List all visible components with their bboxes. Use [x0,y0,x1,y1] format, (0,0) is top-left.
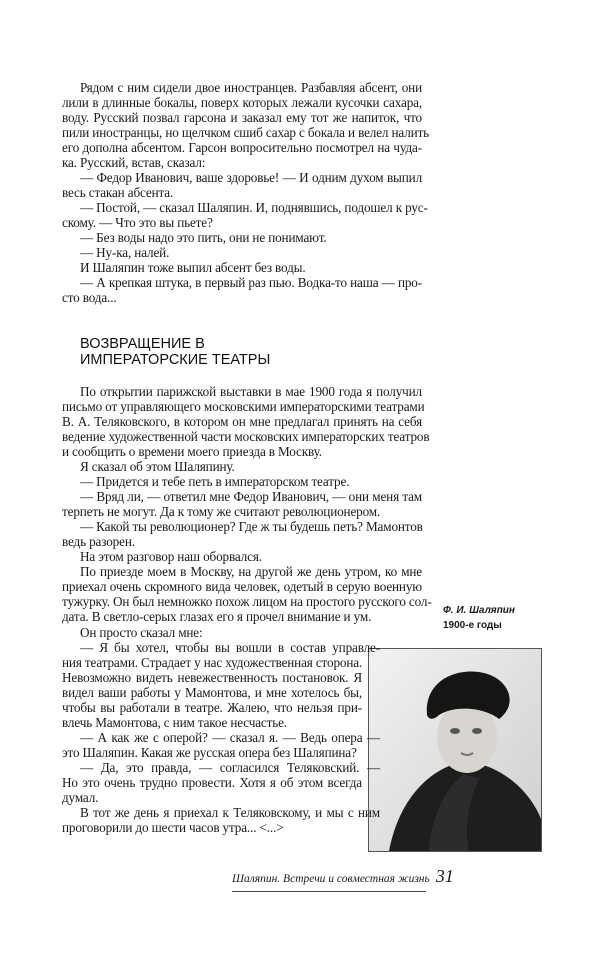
text-line: терпеть не могут. Да к тому же считают революционером. [62,504,381,519]
text-section-absinthe [62,80,430,305]
text-line: — Я бы хотел, чтобы вы вошли в состав управле- [80,640,380,655]
paragraph [62,230,422,245]
paragraph [62,275,422,305]
text-line: Рядом с ним сидели двое иностранцев. Разбавляя абсент, они [80,80,422,95]
text-line: Он просто сказал мне: [80,625,203,640]
running-footer [232,866,454,892]
paragraph [62,730,422,760]
text-section-meeting [62,625,422,835]
text-line: Невозможно видеть невежественность постановок. Я [62,670,362,685]
text-line: сто вода... [62,290,117,305]
paragraph [62,564,432,624]
text-line: — А как же с оперой? — сказал я. — Ведь опера — [80,730,380,745]
text-line: Я сказал об этом Шаляпину. [80,459,235,474]
heading-line: ИМПЕРАТОРСКИЕ ТЕАТРЫ [80,352,271,368]
photo-caption [443,603,515,633]
text-line: проговорили до шести часов утра... <...> [62,820,284,835]
text-line: В. А. Теляковского, в котором он мне предлагал принять на себя [62,414,422,429]
text-line: ведение художественной части московских императорских театров [62,429,430,444]
text-line: — Да, это правда, — согласился Теляковский. — [80,760,380,775]
text-line: — А крепкая штука, в первый раз пью. Водка-то наша — про- [80,275,422,290]
paragraph [62,549,422,564]
paragraph [62,170,422,200]
text-line: пили иностранцы, но щелчком сшиб сахар с бокала и велел налить [62,125,430,140]
text-line: ка. Русский, встав, сказал: [62,155,206,170]
text-line: — Придется и тебе петь в императорском театре. [80,474,350,489]
text-line: В тот же день я приехал к Теляковскому, и мы с ним [80,805,380,820]
text-line: Но это очень трудно провести. Хотя я об этом всегда [62,775,362,790]
text-line: ведь разорен. [62,534,135,549]
text-line: письмо от управляющего московскими императорскими театрами [62,399,425,414]
paragraph [62,200,428,230]
paragraph [62,760,422,805]
text-line: это Шаляпин. Какая же русская опера без Шаляпина? [62,745,357,760]
text-line: — Без воды надо это пить, они не понимают. [80,230,327,245]
paragraph [62,80,430,170]
text-line: — Федор Иванович, ваше здоровье! — И одним духом выпил [80,170,422,185]
text-line: видел ваши работы у Мамонтова, и мне хотелось бы, [62,685,362,700]
text-line: лили в длинные бокалы, поверх которых лежали кусочки сахара, [62,95,422,110]
text-line: — Постой, — сказал Шаляпин. И, поднявшись, подошел к рус- [80,200,428,215]
text-line: весь стакан абсента. [62,185,174,200]
text-line: думал. [62,790,99,805]
text-line: приехал очень скромного вида человек, одетый в серую военную [62,579,422,594]
paragraph [62,459,422,474]
text-line: и сообщить о времени моего приезда в Москву. [62,444,322,459]
text-line: По приезде моем в Москву, на другой же день утром, ко мне [80,564,422,579]
text-line: ния театрами. Страдает у нас художественная сторона. [62,655,363,670]
text-line: чтобы вы работали в театре. Жалею, что нельзя при- [62,700,362,715]
paragraph [62,640,422,730]
text-line: скому. — Что это вы пьете? [62,215,213,230]
text-line: воду. Русский позвал гарсона и заказал ему тот же напиток, что [62,110,422,125]
paragraph [62,519,422,549]
paragraph [62,260,422,275]
paragraph [62,384,430,459]
text-line: И Шаляпин тоже выпил абсент без воды. [80,260,306,275]
text-line: дата. В светло-серых глазах его я прочел внимание и ум. [62,609,372,624]
text-line: влечь Мамонтова, с ним такое несчастье. [62,715,287,730]
heading-line: ВОЗВРАЩЕНИЕ В [80,336,205,352]
text-line: — Какой ты революционер? Где ж ты будешь петь? Мамонтов [80,519,423,534]
chapter-heading [80,336,270,368]
text-line: — Вряд ли, — ответил мне Федор Иванович, — они меня там [80,489,422,504]
caption-date: 1900-е годы [443,620,502,631]
paragraph [62,489,422,519]
text-line: — Ну-ка, налей. [80,245,170,260]
text-line: На этом разговор наш оборвался. [80,549,262,564]
text-line: тужурку. Он был немножко похож лицом на простого русского сол- [62,594,432,609]
paragraph [62,625,422,640]
text-line: его дополна абсентом. Гарсон вопросительно посмотрел на чуда- [62,140,422,155]
paragraph [62,805,422,835]
book-title: Шаляпин. Встречи и совместная жизнь [232,873,430,885]
text-section-theatres [62,384,432,624]
paragraph [62,474,422,489]
caption-name: Ф. И. Шаляпин [443,605,515,616]
text-line: По открытии парижской выставки в мае 1900 года я получил [80,384,422,399]
page-number: 31 [435,866,454,886]
paragraph [62,245,422,260]
